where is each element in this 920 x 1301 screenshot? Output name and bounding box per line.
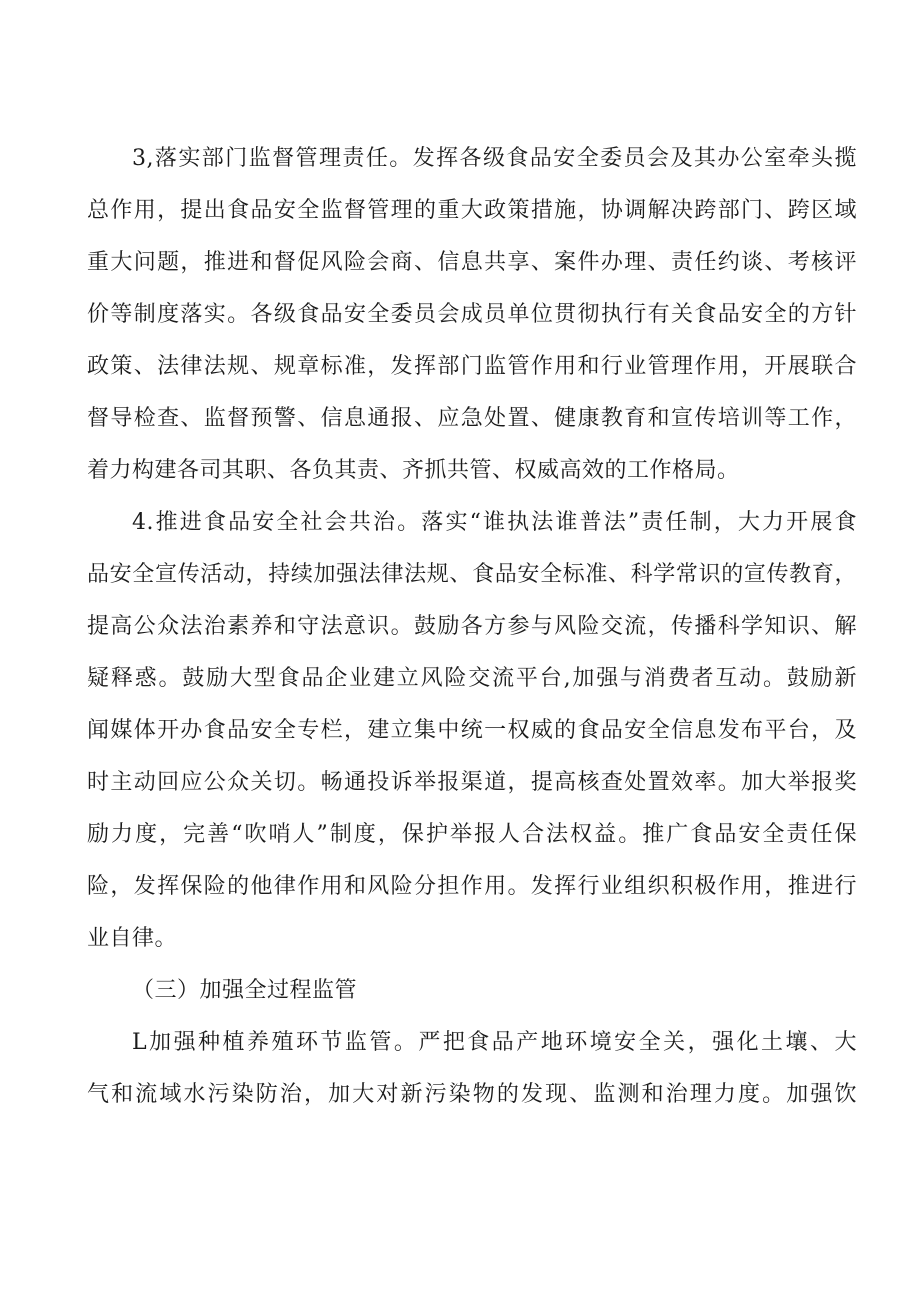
paragraph-3-line-7: 着力构建各司其职、各负其责、齐抓共管、权威高效的工作格局。 <box>87 458 740 483</box>
paragraph-l-line-1: L加强种植养殖环节监管。严把食品产地环境安全关，强化土壤、大 <box>132 1030 857 1055</box>
paragraph-3-line-6: 督导检查、监督预警、信息通报、应急处置、健康教育和宣传培训等工作， <box>87 406 857 431</box>
paragraph-4-line-7: 励力度，完善“吹哨人”制度，保护举报人合法权益。推广食品安全责任保 <box>87 822 857 847</box>
paragraph-3-line-5: 政策、法律法规、规章标准，发挥部门监管作用和行业管理作用，开展联合 <box>87 354 857 379</box>
paragraph-3-line-2: 总作用，提出食品安全监督管理的重大政策措施，协调解决跨部门、跨区域 <box>87 198 857 223</box>
section-heading: （三）加强全过程监管 <box>132 978 358 1003</box>
paragraph-l-line-2: 气和流域水污染防治，加大对新污染物的发现、监测和治理力度。加强饮 <box>87 1082 857 1107</box>
paragraph-4-line-3: 提高公众法治素养和守法意识。鼓励各方参与风险交流，传播科学知识、解 <box>87 614 857 639</box>
paragraph-4-line-9: 业自律。 <box>87 926 178 951</box>
paragraph-4-line-1: 4.推进食品安全社会共治。落实“谁执法谁普法”责任制，大力开展食 <box>132 510 857 535</box>
paragraph-3-line-4: 价等制度落实。各级食品安全委员会成员单位贯彻执行有关食品安全的方针 <box>87 302 857 327</box>
paragraph-3-line-1: 3,落实部门监督管理责任。发挥各级食品安全委员会及其办公室牵头揽 <box>132 146 857 171</box>
paragraph-4-line-8: 险，发挥保险的他律作用和风险分担作用。发挥行业组织积极作用，推进行 <box>87 874 857 899</box>
paragraph-4-line-5: 闻媒体开办食品安全专栏，建立集中统一权威的食品安全信息发布平台，及 <box>87 718 857 743</box>
paragraph-4-line-6: 时主动回应公众关切。畅通投诉举报渠道，提高核查处置效率。加大举报奖 <box>87 770 857 795</box>
paragraph-3-line-3: 重大问题，推进和督促风险会商、信息共享、案件办理、责任约谈、考核评 <box>87 250 857 275</box>
paragraph-4-line-2: 品安全宣传活动，持续加强法律法规、食品安全标准、科学常识的宣传教育， <box>87 562 857 587</box>
paragraph-4-line-4: 疑释惑。鼓励大型食品企业建立风险交流平台,加强与消费者互动。鼓励新 <box>87 666 857 691</box>
